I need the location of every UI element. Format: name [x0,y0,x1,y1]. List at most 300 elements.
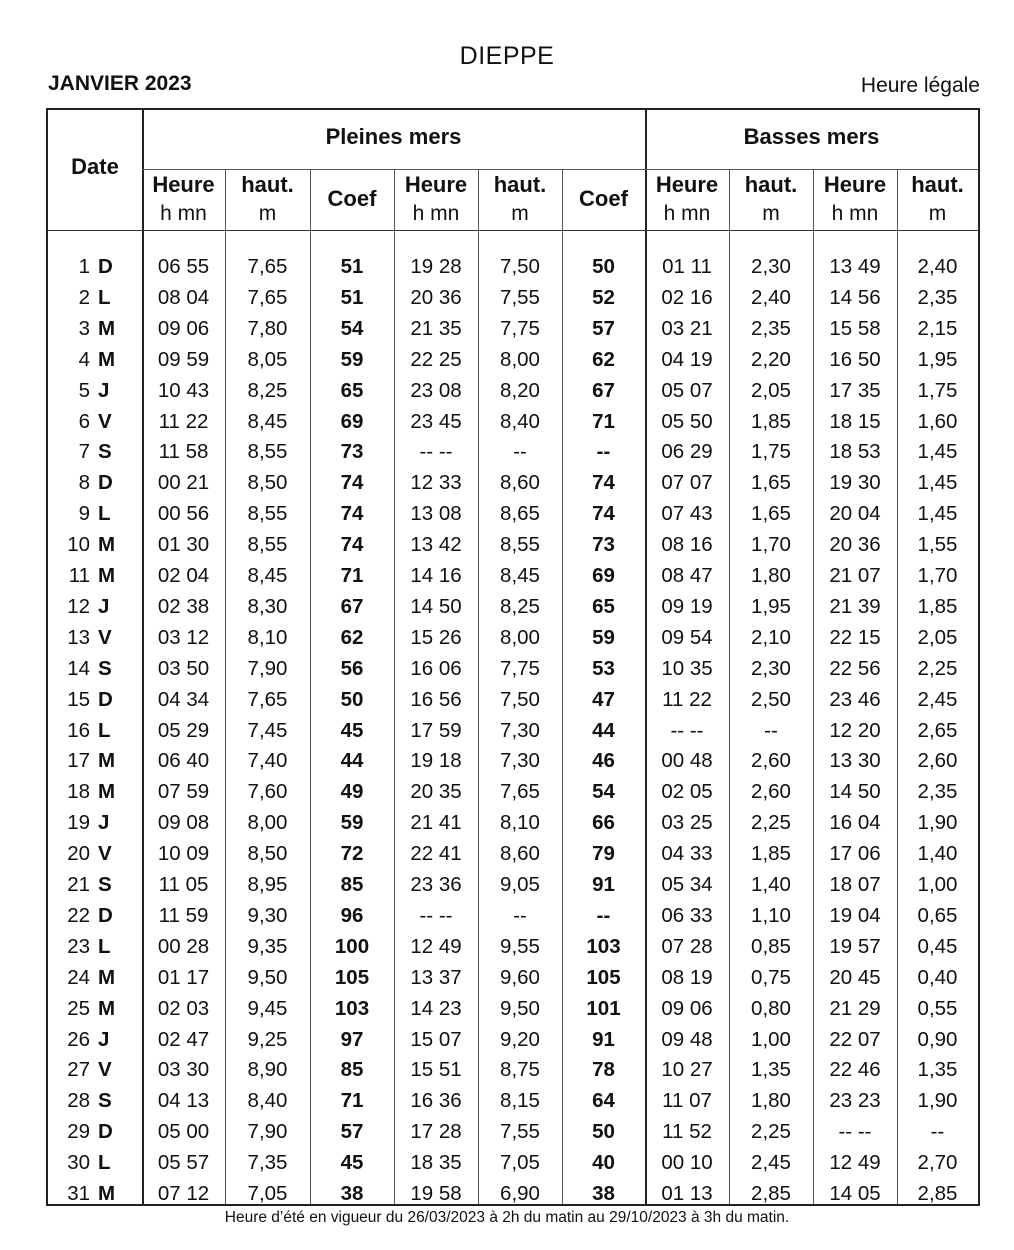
high-time-1: 03 12 [157,625,210,649]
high-time-2: 19 28 [410,255,462,278]
low-time-2: 17 06 [829,842,881,866]
day-number: 13 [67,625,90,649]
high-height-2: 8,10 [500,811,540,835]
low-height-1: 1,80 [751,564,791,587]
low-time-2: 17 35 [829,378,881,402]
coef-2: 62 [592,347,615,371]
col-unit-m: m [762,202,780,225]
low-height-1: 1,85 [751,842,791,866]
high-time-2: 17 28 [410,1120,462,1144]
day-number: 7 [78,440,90,464]
table-row [48,776,978,807]
low-time-2: 19 30 [829,471,881,495]
coef-2: 44 [592,718,615,742]
high-height-1: 8,55 [247,440,288,464]
table-row [48,1054,978,1085]
weekday: M [98,996,116,1020]
high-tides-header: Pleines mers [325,124,462,149]
high-time-2: 19 58 [410,1182,462,1205]
high-time-1: 11 22 [158,409,209,433]
day-number: 10 [67,533,90,557]
low-height-2: 1,75 [917,378,958,402]
low-height-2: 2,40 [917,255,958,278]
col-unit-m: m [928,202,947,225]
low-height-1: 2,60 [751,780,791,804]
weekday: D [98,1120,113,1144]
table-row [48,1024,978,1055]
high-time-1: 06 55 [157,255,210,278]
coef-2: 101 [586,996,621,1020]
coef-2: 59 [592,625,615,649]
weekday: M [98,316,116,340]
table-row [48,653,978,684]
high-height-2: 8,75 [500,1058,540,1082]
high-time-1: 11 05 [158,873,209,896]
weekday: L [98,1151,111,1175]
table-row [48,684,978,715]
col-haut-header: haut. [493,172,547,197]
high-time-1: 11 58 [158,440,209,464]
high-height-2: 6,90 [500,1182,540,1205]
high-time-2: 21 35 [410,316,462,340]
day-number: 3 [78,316,90,340]
low-time-1: 05 07 [661,378,713,402]
day-number: 25 [67,996,90,1020]
coef-1: 44 [340,749,364,773]
coef-1: 100 [334,934,370,958]
coef-1: 50 [340,687,364,711]
col-unit-m: m [258,202,277,225]
table-row [48,745,978,776]
coef-1: 73 [340,440,364,464]
low-height-2: 1,90 [917,1089,958,1113]
high-height-2: 7,65 [500,780,540,804]
high-time-1: 07 59 [157,780,210,804]
table-row [48,715,978,746]
high-height-2: 8,15 [500,1089,540,1113]
high-time-2: 20 36 [410,285,462,309]
coef-1: 105 [334,965,370,989]
low-time-2: 23 23 [829,1089,881,1113]
low-time-1: 11 22 [662,687,712,711]
low-time-1: 11 07 [662,1089,712,1113]
table-row [48,313,978,344]
table-row [48,1085,978,1116]
low-height-2: 1,35 [917,1058,958,1082]
high-time-1: 05 57 [157,1151,210,1175]
high-time-2: 19 18 [410,749,462,773]
table-row [48,807,978,838]
coef-1: 65 [340,378,364,402]
low-height-1: 2,50 [751,687,791,711]
low-time-2: 22 56 [829,656,881,680]
high-time-1: 05 00 [157,1120,210,1144]
coef-1: 51 [340,255,364,278]
high-height-2: 7,55 [500,285,540,309]
high-time-2: 13 08 [410,502,462,526]
coef-1: 69 [340,409,364,433]
low-time-2: 21 29 [829,996,881,1020]
day-number: 17 [67,749,90,773]
high-height-1: 9,25 [247,1027,288,1051]
high-time-2: 13 42 [410,533,462,557]
coef-2: 46 [592,749,615,773]
coef-2: 91 [592,873,615,896]
low-time-2: 20 45 [829,965,881,989]
high-time-1: 10 43 [157,378,210,402]
low-height-2: 0,90 [917,1027,958,1051]
low-height-1: 1,70 [751,533,791,557]
high-height-1: 7,40 [247,749,288,773]
coef-1: 67 [340,594,364,618]
low-height-2: 1,85 [917,594,958,618]
high-time-2: 18 35 [410,1151,462,1175]
low-time-1: 09 54 [661,625,713,649]
table-row [48,931,978,962]
col-unit-hmn: h mn [831,202,879,225]
col-unit-hmn: h mn [412,202,460,225]
high-time-1: 05 29 [157,718,210,742]
table-row [48,344,978,375]
low-height-1: 1,40 [751,873,791,896]
page-title: DIEPPE [459,42,555,70]
high-height-1: 8,45 [247,564,288,587]
weekday: M [98,533,116,557]
low-height-1: 1,65 [751,471,791,495]
col-heure-header: Heure [152,172,215,197]
high-time-2: 15 26 [410,625,462,649]
high-height-2: 7,30 [500,749,540,773]
divider [142,169,978,170]
coef-2: 79 [592,842,615,866]
coef-1: 71 [340,1089,364,1113]
low-time-1: -- -- [670,718,704,742]
high-time-2: 22 41 [410,842,462,866]
table-row [48,962,978,993]
day-number: 16 [67,718,90,742]
high-time-2: 15 07 [410,1027,462,1051]
weekday: J [98,1027,110,1051]
low-time-2: 18 07 [829,873,881,896]
coef-1: 45 [340,1151,364,1175]
table-row [48,838,978,869]
weekday: D [98,903,113,927]
day-number: 19 [67,811,90,835]
day-number: 5 [78,378,90,402]
high-height-2: 7,50 [500,687,540,711]
low-time-2: 22 07 [829,1027,881,1051]
high-time-1: 07 12 [157,1182,210,1205]
high-time-1: 02 38 [157,594,210,618]
low-height-2: 1,60 [917,409,958,433]
coef-1: 103 [334,996,370,1020]
weekday: L [98,934,111,958]
low-height-2: 1,55 [917,533,958,557]
day-number: 31 [67,1182,90,1205]
footer-note: Heure d’été en vigueur du 26/03/2023 à 2h du matin au 29/10/2023 à 3h du matin. [224,1209,790,1226]
high-time-1: 06 40 [157,749,210,773]
weekday: S [98,656,112,680]
table-row [48,1178,978,1209]
high-time-2: -- -- [419,440,453,464]
high-height-2: 8,60 [500,842,540,866]
high-height-1: 7,05 [247,1182,288,1205]
coef-1: 74 [340,502,364,526]
low-height-1: 1,75 [751,440,791,464]
low-time-2: 13 49 [829,255,881,278]
coef-1: 59 [340,811,364,835]
coef-2: 71 [592,409,615,433]
low-time-2: 16 04 [829,811,881,835]
high-time-2: 23 36 [410,873,462,896]
high-height-1: 8,40 [247,1089,288,1113]
low-height-1: 2,20 [751,347,791,371]
low-time-1: 09 06 [661,996,713,1020]
high-height-1: 7,80 [247,316,288,340]
high-time-1: 00 56 [157,502,210,526]
day-number: 28 [67,1089,90,1113]
high-height-1: 8,05 [247,347,288,371]
low-time-2: 20 36 [829,533,881,557]
high-height-2: 9,55 [500,934,540,958]
col-coef-header: Coef [327,186,377,211]
low-height-1: 1,00 [751,1027,791,1051]
coef-1: 71 [340,564,364,587]
low-height-2: 2,70 [917,1151,958,1175]
low-time-1: 09 48 [661,1027,713,1051]
low-height-2: 2,15 [917,316,958,340]
high-time-2: 20 35 [410,780,462,804]
high-time-1: 11 59 [158,903,209,927]
high-height-1: 7,65 [247,687,288,711]
weekday: L [98,718,111,742]
col-unit-m: m [511,202,529,225]
coef-2: 91 [592,1027,615,1051]
low-time-2: 16 50 [829,347,881,371]
low-height-1: 1,80 [751,1089,791,1113]
low-height-1: 1,95 [751,594,791,618]
low-height-1: 1,85 [751,409,791,433]
day-number: 26 [67,1027,90,1051]
weekday: M [98,965,116,989]
day-number: 12 [67,594,90,618]
low-height-2: 2,25 [917,656,958,680]
coef-2: 52 [592,285,615,309]
table-row [48,467,978,498]
time-note: Heure légale [860,74,980,97]
high-time-2: 12 33 [410,471,462,495]
low-height-1: 1,65 [751,502,791,526]
low-height-2: 1,00 [917,873,958,896]
high-time-1: 02 47 [157,1027,210,1051]
low-height-2: 0,40 [917,965,958,989]
coef-2: 65 [592,594,615,618]
low-height-2: 2,60 [917,749,958,773]
high-height-1: 8,50 [247,842,288,866]
high-height-2: 9,50 [500,996,540,1020]
high-height-1: 9,50 [247,965,288,989]
coef-2: -- [596,440,611,464]
coef-1: 49 [340,780,364,804]
low-time-1: 03 21 [661,316,713,340]
day-number: 30 [67,1151,90,1175]
col-unit-hmn: h mn [160,202,207,225]
coef-2: 50 [592,255,615,278]
coef-1: 57 [340,1120,364,1144]
low-time-2: 14 56 [829,285,881,309]
high-height-1: 8,55 [247,502,288,526]
table-row [48,529,978,560]
high-height-2: 8,40 [500,409,540,433]
col-heure-header: Heure [655,172,719,197]
low-time-1: 04 33 [661,842,713,866]
low-height-1: 1,35 [751,1058,791,1082]
low-height-2: 0,45 [917,934,958,958]
col-heure-header: Heure [823,172,887,197]
low-time-1: 01 11 [662,255,712,278]
date-header: Date [71,154,119,179]
high-height-1: 8,55 [247,533,288,557]
high-height-1: 7,65 [247,285,288,309]
table-row [48,900,978,931]
weekday: V [98,1058,112,1082]
day-number: 22 [67,903,90,927]
coef-1: 96 [340,903,364,927]
high-height-2: 8,00 [500,625,540,649]
low-height-2: 0,55 [917,996,958,1020]
high-height-2: 8,60 [500,471,540,495]
coef-2: 74 [592,502,615,526]
low-height-2: 2,35 [917,285,958,309]
coef-2: 67 [592,378,615,402]
low-time-1: 10 35 [661,656,713,680]
high-time-1: 10 09 [157,842,210,866]
high-height-2: 7,75 [500,656,540,680]
table-row [48,1147,978,1178]
table-row [48,406,978,437]
coef-1: 74 [340,533,364,557]
coef-2: 74 [592,471,615,495]
low-height-2: 1,45 [917,440,958,464]
high-time-2: 14 16 [410,564,462,587]
high-height-2: 8,55 [500,533,540,557]
high-time-1: 09 59 [157,347,210,371]
low-height-2: 2,45 [917,687,958,711]
coef-2: 69 [592,564,615,587]
weekday: L [98,502,111,526]
low-height-2: 2,85 [917,1182,958,1205]
table-row [48,622,978,653]
day-number: 4 [78,347,90,371]
low-time-1: 06 33 [661,903,713,927]
high-time-2: -- -- [419,903,453,927]
low-time-1: 10 27 [661,1058,713,1082]
low-height-1: 2,85 [751,1182,791,1205]
table-row [48,498,978,529]
month-label: JANVIER 2023 [48,72,192,95]
high-time-2: 16 06 [410,656,462,680]
weekday: J [98,811,110,835]
low-time-2: 19 04 [829,903,881,927]
high-time-2: 12 49 [410,934,462,958]
high-time-1: 03 30 [157,1058,210,1082]
high-time-1: 02 03 [157,996,210,1020]
high-height-1: 8,00 [247,811,288,835]
coef-2: 73 [592,533,615,557]
col-haut-header: haut. [241,172,294,197]
low-time-2: 15 58 [829,316,881,340]
high-time-2: 15 51 [410,1058,462,1082]
high-height-1: 8,50 [247,471,288,495]
coef-1: 54 [340,316,364,340]
high-height-1: 9,35 [247,934,288,958]
high-height-2: 9,60 [500,965,540,989]
low-time-1: 08 19 [661,965,713,989]
high-time-2: 14 23 [410,996,462,1020]
high-height-1: 7,90 [247,656,288,680]
low-time-2: 12 20 [829,718,881,742]
low-height-1: 2,35 [751,316,791,340]
high-height-2: 7,55 [500,1120,540,1144]
high-time-2: 16 36 [410,1089,462,1113]
high-height-2: -- [513,903,527,927]
high-height-2: 8,45 [500,564,540,587]
low-time-1: 07 43 [661,502,713,526]
low-height-1: 1,10 [751,903,791,927]
low-time-1: 04 19 [661,347,713,371]
low-time-1: 00 48 [661,749,713,773]
high-height-2: 8,00 [500,347,540,371]
coef-1: 45 [340,718,364,742]
low-height-1: 0,80 [751,996,791,1020]
high-time-2: 14 50 [410,594,462,618]
coef-1: 85 [340,1058,364,1082]
table-row [48,869,978,900]
low-time-1: 02 16 [661,285,713,309]
weekday: V [98,409,112,433]
low-height-1: 2,60 [751,749,791,773]
day-number: 8 [78,471,90,495]
coef-2: 47 [592,687,615,711]
weekday: D [98,471,113,495]
table-row [48,560,978,591]
low-time-1: 06 29 [661,440,713,464]
coef-2: 64 [592,1089,615,1113]
weekday: M [98,564,116,587]
high-height-2: 8,20 [500,378,540,402]
low-time-2: 18 15 [829,409,881,433]
high-time-1: 04 34 [157,687,210,711]
high-height-2: 7,75 [500,316,540,340]
coef-2: -- [596,903,611,927]
weekday: J [98,594,110,618]
low-height-1: 2,40 [751,285,791,309]
day-number: 14 [67,656,90,680]
low-height-2: 2,65 [917,718,958,742]
table-row [48,282,978,313]
low-height-1: 0,75 [751,965,791,989]
high-height-2: 8,65 [500,502,540,526]
coef-2: 66 [592,811,615,835]
low-height-1: -- [764,718,778,742]
low-tides-header: Basses mers [743,124,880,149]
low-height-2: 1,45 [917,502,958,526]
low-time-1: 05 50 [661,409,713,433]
low-time-1: 07 07 [661,471,713,495]
low-time-2: 13 30 [829,749,881,773]
divider [48,230,978,231]
low-time-1: 01 13 [661,1182,713,1205]
